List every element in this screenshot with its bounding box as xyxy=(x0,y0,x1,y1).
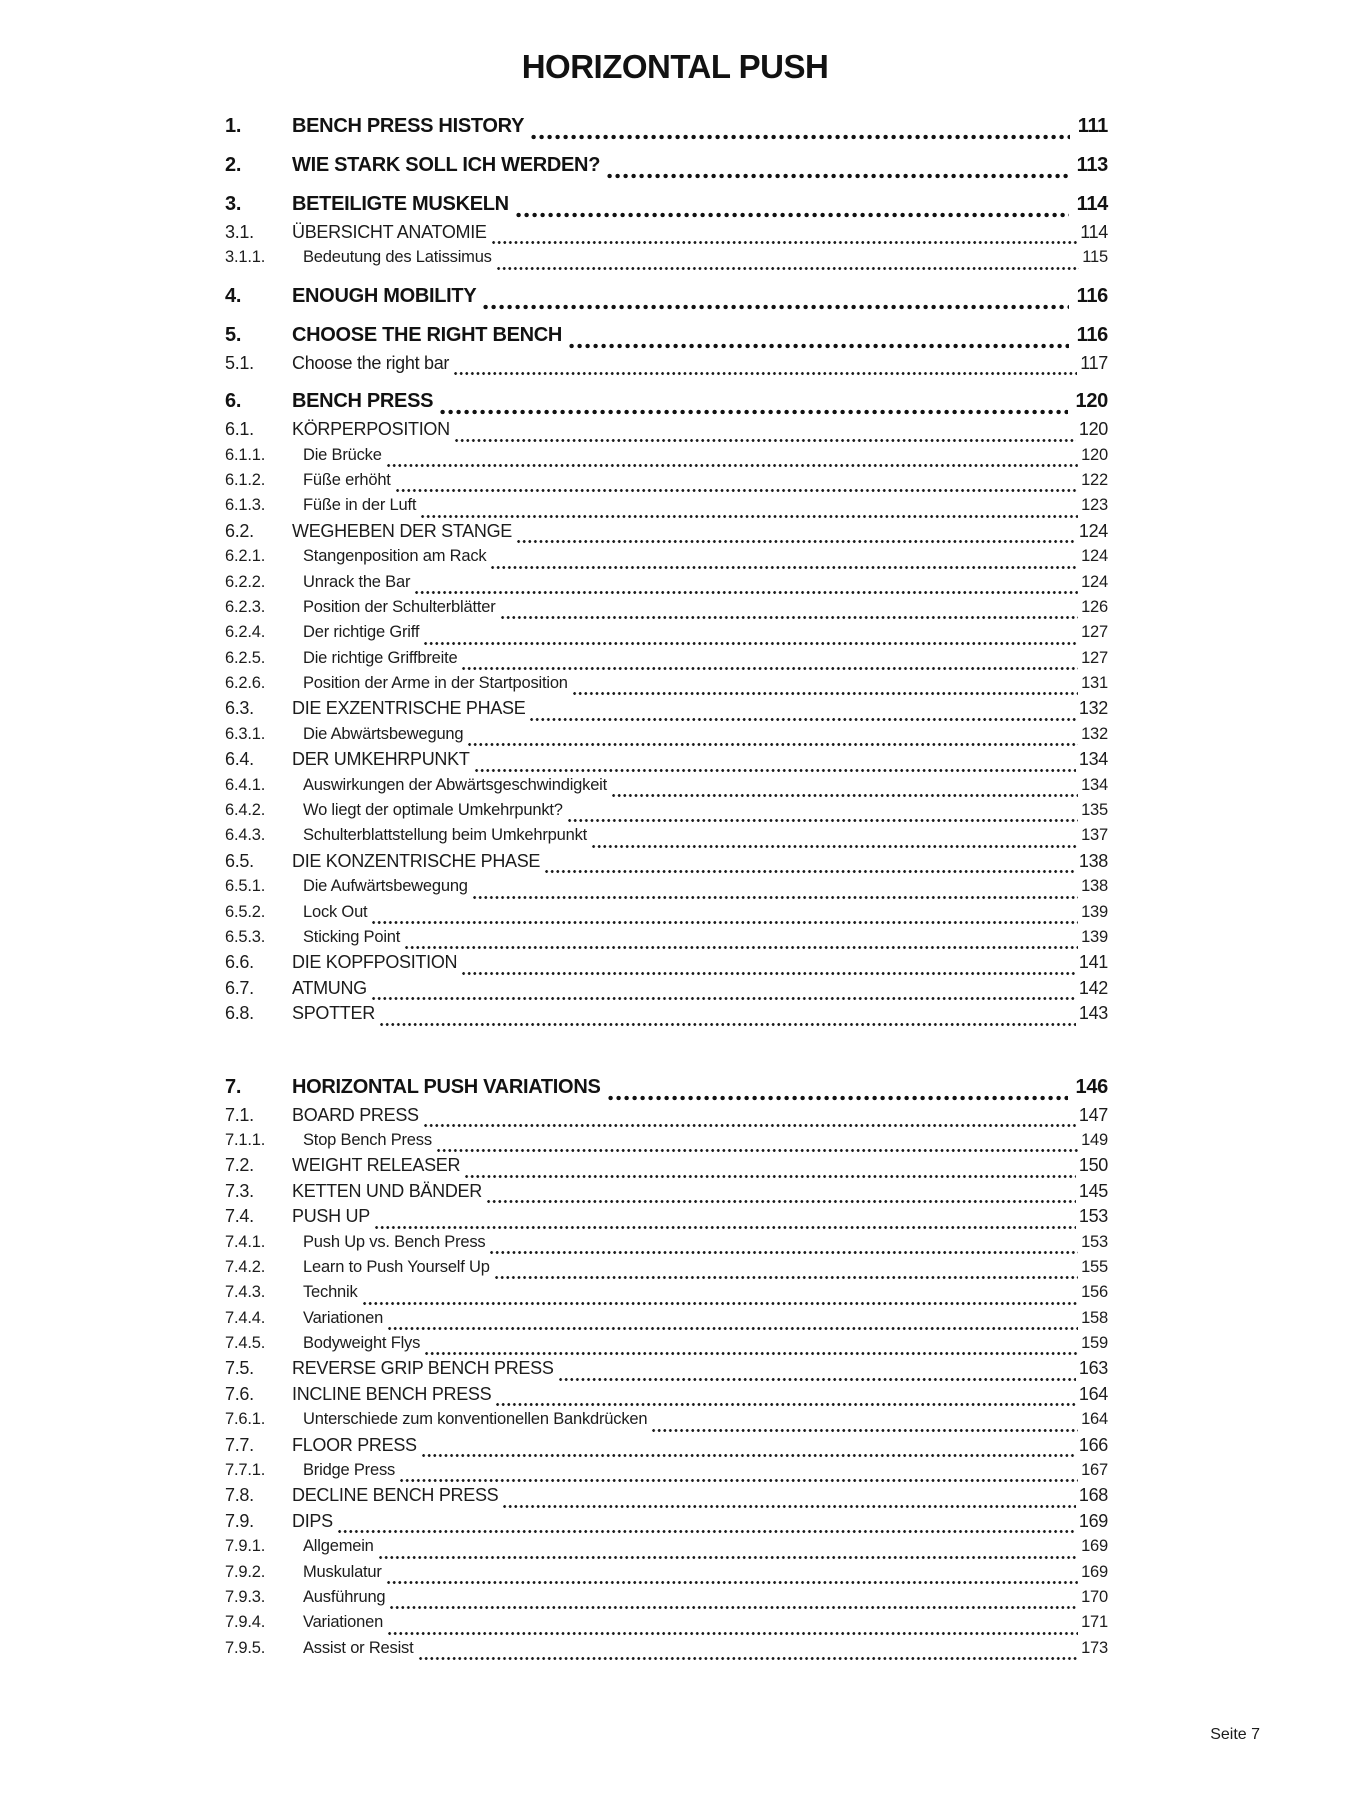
toc-entry-page: 114 xyxy=(1076,193,1108,215)
dot-leader xyxy=(422,1453,1076,1458)
toc-entry-page: 134 xyxy=(1078,749,1108,770)
toc-entry-number: 7.4.3. xyxy=(225,1283,266,1302)
toc-entry-label: Füße in der Luft xyxy=(303,496,417,515)
toc-entry-label: Die richtige Griffbreite xyxy=(303,648,458,667)
toc-entry xyxy=(225,1128,1108,1153)
dot-leader xyxy=(501,615,1079,620)
toc-entry-number: 6.7. xyxy=(225,977,254,998)
toc-entry-page: 116 xyxy=(1076,323,1108,346)
toc-entry-label: CHOOSE THE RIGHT BENCH xyxy=(292,323,563,346)
toc-entry-number: 7.9.1. xyxy=(225,1537,266,1556)
toc-entry xyxy=(225,1509,1108,1534)
toc-entry-label: WIE STARK SOLL ICH WERDEN? xyxy=(292,154,601,176)
toc-entry-label: Variationen xyxy=(303,1613,384,1632)
toc-entry-number: 7.9. xyxy=(225,1510,254,1531)
toc-entry xyxy=(225,1255,1108,1280)
toc-entry-number: 6.6. xyxy=(225,952,254,973)
dot-leader xyxy=(387,463,1078,468)
dot-leader xyxy=(612,793,1078,798)
toc-entry-label: HORIZONTAL PUSH VARIATIONS xyxy=(292,1075,601,1098)
toc-entry-number: 7.6. xyxy=(225,1383,254,1404)
toc-entry-page: 164 xyxy=(1078,1383,1108,1404)
toc-entry-page: 164 xyxy=(1081,1410,1108,1429)
toc-entry-number: 6.2.2. xyxy=(225,572,266,591)
dot-leader xyxy=(388,1631,1078,1636)
dot-leader xyxy=(387,1580,1078,1585)
dot-leader xyxy=(608,1095,1068,1101)
toc-entry-page: 117 xyxy=(1080,352,1108,373)
toc-entry-number: 6.4.2. xyxy=(225,801,266,820)
toc-entry-page: 120 xyxy=(1078,419,1108,440)
toc-entry xyxy=(225,925,1108,950)
toc-entry-page: 169 xyxy=(1081,1537,1108,1556)
toc-entry-number: 7.4.2. xyxy=(225,1257,266,1276)
toc-entry xyxy=(225,1074,1108,1101)
toc-entry-label: Variationen xyxy=(303,1308,384,1327)
toc-entry xyxy=(225,417,1108,442)
dot-leader xyxy=(400,1478,1078,1483)
toc-entry-page: 122 xyxy=(1081,470,1108,489)
toc-entry-page: 153 xyxy=(1081,1232,1108,1251)
toc-entry-number: 7.2. xyxy=(225,1155,254,1176)
toc-entry-page: 169 xyxy=(1078,1510,1108,1531)
toc-entry-label: Ausführung xyxy=(303,1587,386,1606)
toc-entry xyxy=(225,874,1108,899)
toc-entry-label: BOARD PRESS xyxy=(292,1104,419,1125)
toc-entry-page: 132 xyxy=(1081,724,1108,743)
toc-entry-label: Unrack the Bar xyxy=(303,572,411,591)
toc-entry xyxy=(225,950,1108,975)
toc-entry xyxy=(225,1103,1108,1128)
dot-leader xyxy=(573,691,1078,696)
toc-entry-label: DIE KONZENTRISCHE PHASE xyxy=(292,850,541,871)
toc-entry-label: SPOTTER xyxy=(292,1003,375,1024)
dot-leader xyxy=(497,266,1080,271)
toc-entry xyxy=(225,646,1108,671)
toc-entry-number: 7.9.2. xyxy=(225,1562,266,1581)
toc-entry-label: ATMUNG xyxy=(292,977,367,998)
dot-leader xyxy=(530,717,1075,722)
toc-entry-page: 138 xyxy=(1081,877,1108,896)
toc-entry-number: 6.2.6. xyxy=(225,674,266,693)
dot-leader xyxy=(440,409,1067,415)
dot-leader xyxy=(487,1199,1076,1204)
dot-leader xyxy=(607,173,1069,179)
toc-entry xyxy=(225,1483,1108,1508)
dot-leader xyxy=(454,371,1077,376)
toc-entry-page: 138 xyxy=(1078,850,1108,871)
toc-entry-label: Position der Schulterblätter xyxy=(303,597,496,616)
toc-entry-page: 168 xyxy=(1078,1485,1108,1506)
toc-entry-page: 134 xyxy=(1081,775,1108,794)
toc-entry-label: Assist or Resist xyxy=(303,1638,414,1657)
toc-entry-page: 127 xyxy=(1081,623,1108,642)
dot-leader xyxy=(468,742,1078,747)
dot-leader xyxy=(531,134,1070,140)
toc-entry-page: 167 xyxy=(1081,1461,1108,1480)
toc-entry-label: Die Abwärtsbewegung xyxy=(303,724,464,743)
toc-entry-label: BENCH PRESS xyxy=(292,390,434,413)
toc-entry-label: FLOOR PRESS xyxy=(292,1434,417,1455)
toc-entry xyxy=(225,570,1108,595)
toc-entry-label: ÜBERSICHT ANATOMIE xyxy=(292,222,487,242)
dot-leader xyxy=(483,304,1068,310)
toc-entry-label: Muskulatur xyxy=(303,1562,382,1581)
toc-entry xyxy=(225,388,1108,415)
toc-entry-page: 173 xyxy=(1081,1638,1108,1657)
toc-entry xyxy=(225,1331,1108,1356)
toc-entry-page: 147 xyxy=(1078,1104,1108,1125)
dot-leader xyxy=(503,1504,1076,1509)
toc-entry-page: 171 xyxy=(1081,1613,1108,1632)
dot-leader xyxy=(372,920,1078,925)
toc-entry xyxy=(225,245,1108,270)
toc-entry-number: 7.4.1. xyxy=(225,1232,266,1251)
toc-entry xyxy=(225,1382,1108,1407)
toc-entry-page: 155 xyxy=(1081,1257,1108,1276)
toc-entry xyxy=(225,620,1108,645)
toc-entry xyxy=(225,976,1108,1001)
dot-leader xyxy=(380,1022,1076,1027)
toc-entry-page: 124 xyxy=(1078,520,1108,541)
toc-entry-page: 131 xyxy=(1081,674,1108,693)
toc-entry-page: 145 xyxy=(1078,1180,1108,1201)
toc-entry-page: 143 xyxy=(1078,1003,1108,1024)
toc-entry-number: 7.5. xyxy=(225,1358,254,1379)
toc-entry-label: Unterschiede zum konventionellen Bankdrücken xyxy=(303,1410,648,1429)
toc-entry-number: 7.4.4. xyxy=(225,1308,266,1327)
toc-entry-number: 7.1.1. xyxy=(225,1130,266,1149)
toc-entry-number: 7.4. xyxy=(225,1206,254,1227)
dot-leader xyxy=(379,1555,1078,1560)
toc-entry-label: BENCH PRESS HISTORY xyxy=(292,115,525,137)
toc-entry-label: DIE KOPFPOSITION xyxy=(292,952,458,973)
toc-entry-label: DECLINE BENCH PRESS xyxy=(292,1485,499,1506)
dot-leader xyxy=(363,1301,1079,1306)
toc-entry-number: 6.2.1. xyxy=(225,547,266,566)
toc-entry-label: REVERSE GRIP BENCH PRESS xyxy=(292,1358,554,1379)
toc-entry xyxy=(225,220,1108,245)
toc-entry-label: DER UMKEHRPUNKT xyxy=(292,749,470,770)
toc-entry-number: 6.1.1. xyxy=(225,445,266,464)
dot-leader xyxy=(390,1605,1078,1610)
toc-entry-number: 7. xyxy=(225,1075,242,1098)
toc-entry-page: 163 xyxy=(1078,1358,1108,1379)
toc-entry-number: 4. xyxy=(225,284,242,307)
toc-entry-number: 6.2.3. xyxy=(225,597,266,616)
toc-entry xyxy=(225,1204,1108,1229)
toc-entry-number: 7.1. xyxy=(225,1104,254,1125)
toc-entry xyxy=(225,1280,1108,1305)
toc-entry-number: 7.8. xyxy=(225,1485,254,1506)
toc-entry-label: Learn to Push Yourself Up xyxy=(303,1257,490,1276)
dot-leader xyxy=(462,971,1076,976)
toc-entry-page: 156 xyxy=(1081,1283,1108,1302)
toc-entry-label: BETEILIGTE MUSKELN xyxy=(292,193,509,215)
toc-entry-number: 7.3. xyxy=(225,1180,254,1201)
toc-entry-label: Die Brücke xyxy=(303,445,382,464)
dot-leader xyxy=(465,1174,1076,1179)
toc-entry-number: 6.5.2. xyxy=(225,902,266,921)
toc-entry-page: 149 xyxy=(1081,1130,1108,1149)
toc-entry xyxy=(225,322,1108,349)
toc-entry-page: 111 xyxy=(1077,115,1108,137)
toc-entry-page: 116 xyxy=(1076,284,1108,307)
toc-entry-number: 3. xyxy=(225,193,242,215)
toc-entry-page: 120 xyxy=(1081,445,1108,464)
toc-entry xyxy=(225,1610,1108,1635)
toc-entry-label: Stangenposition am Rack xyxy=(303,547,487,566)
toc-entry-number: 2. xyxy=(225,154,242,176)
toc-entry-label: Die Aufwärtsbewegung xyxy=(303,877,468,896)
toc-entry-number: 5. xyxy=(225,323,242,346)
toc-entry-number: 6. xyxy=(225,390,242,413)
dot-leader xyxy=(473,895,1078,900)
toc-entry-number: 7.6.1. xyxy=(225,1410,266,1429)
toc-entry xyxy=(225,696,1108,721)
toc-entry-label: Der richtige Griff xyxy=(303,623,420,642)
toc-entry-number: 6.3.1. xyxy=(225,724,266,743)
dot-leader xyxy=(569,343,1069,349)
toc-entry-page: 114 xyxy=(1080,222,1108,242)
toc-entry-number: 6.5.3. xyxy=(225,927,266,946)
dot-leader xyxy=(437,1148,1078,1153)
toc-entry-number: 6.4.1. xyxy=(225,775,266,794)
toc-entry xyxy=(225,773,1108,798)
toc-entry-label: Auswirkungen der Abwärtsgeschwindigkeit xyxy=(303,775,608,794)
toc-entry-number: 6.1.2. xyxy=(225,470,266,489)
toc-entry-label: Allgemein xyxy=(303,1537,374,1556)
toc-entry-number: 6.1. xyxy=(225,419,254,440)
toc-entry-page: 159 xyxy=(1081,1334,1108,1353)
toc-entry xyxy=(225,722,1108,747)
dot-leader xyxy=(421,514,1078,519)
toc-entry-label: Choose the right bar xyxy=(292,352,450,373)
toc-entry-label: WEGHEBEN DER STANGE xyxy=(292,520,512,541)
dot-leader xyxy=(338,1529,1076,1534)
toc-entry-page: 135 xyxy=(1081,801,1108,820)
dot-leader xyxy=(405,945,1078,950)
toc-entry xyxy=(225,1458,1108,1483)
dot-leader xyxy=(491,565,1078,570)
toc-entry-number: 6.1.3. xyxy=(225,496,266,515)
toc-entry-page: 158 xyxy=(1081,1308,1108,1327)
toc-entry-label: Wo liegt der optimale Umkehrpunkt? xyxy=(303,801,563,820)
toc-entry-label: Technik xyxy=(303,1283,358,1302)
toc-entry-page: 113 xyxy=(1076,154,1108,176)
toc-entry-number: 6.2.4. xyxy=(225,623,266,642)
dot-leader xyxy=(545,869,1076,874)
toc-entry-page: 142 xyxy=(1078,977,1108,998)
toc-entry-page: 139 xyxy=(1081,902,1108,921)
toc-entry-page: 170 xyxy=(1081,1587,1108,1606)
dot-leader xyxy=(652,1428,1078,1433)
toc xyxy=(225,113,1108,1661)
toc-entry-number: 7.9.4. xyxy=(225,1613,266,1632)
toc-entry-label: Bedeutung des Latissimus xyxy=(303,248,492,267)
toc-entry-label: Position der Arme in der Startposition xyxy=(303,674,568,693)
toc-entry xyxy=(225,1560,1108,1585)
toc-entry xyxy=(225,823,1108,848)
toc-entry-label: WEIGHT RELEASER xyxy=(292,1155,461,1176)
dot-leader xyxy=(388,1326,1078,1331)
toc-entry-number: 7.9.3. xyxy=(225,1587,266,1606)
dot-leader xyxy=(424,641,1078,646)
toc-entry-number: 7.9.5. xyxy=(225,1638,266,1657)
toc-entry xyxy=(225,191,1108,218)
toc-entry xyxy=(225,519,1108,544)
toc-entry-label: Sticking Point xyxy=(303,927,401,946)
toc-entry-number: 6.3. xyxy=(225,698,254,719)
toc-entry-number: 7.4.5. xyxy=(225,1334,266,1353)
toc-entry-page: 115 xyxy=(1082,248,1108,267)
toc-entry-label: ENOUGH MOBILITY xyxy=(292,284,477,307)
toc-entry-label: DIPS xyxy=(292,1510,333,1531)
toc-entry-page: 123 xyxy=(1081,496,1108,515)
toc-entry xyxy=(225,544,1108,569)
toc-entry-page: 120 xyxy=(1075,390,1108,413)
toc-entry xyxy=(225,1534,1108,1559)
toc-entry-page: 124 xyxy=(1081,547,1108,566)
toc-entry xyxy=(225,798,1108,823)
dot-leader xyxy=(492,240,1078,245)
toc-entry-page: 126 xyxy=(1081,597,1108,616)
toc-entry-page: 166 xyxy=(1078,1434,1108,1455)
dot-leader xyxy=(516,212,1069,218)
toc-entry-label: KÖRPERPOSITION xyxy=(292,419,450,440)
toc-entry-number: 5.1. xyxy=(225,352,254,373)
toc-entry-page: 132 xyxy=(1078,698,1108,719)
dot-leader xyxy=(495,1275,1078,1280)
toc-entry-label: Schulterblattstellung beim Umkehrpunkt xyxy=(303,826,588,845)
toc-entry-label: Lock Out xyxy=(303,902,368,921)
toc-entry xyxy=(225,595,1108,620)
toc-entry-number: 3.1. xyxy=(225,222,254,242)
dot-leader xyxy=(424,1123,1076,1128)
toc-entry xyxy=(225,1306,1108,1331)
toc-entry-number: 6.5.1. xyxy=(225,877,266,896)
toc-entry-page: 169 xyxy=(1081,1562,1108,1581)
toc-entry-label: Stop Bench Press xyxy=(303,1130,432,1149)
toc-entry-page: 153 xyxy=(1078,1206,1108,1227)
dot-leader xyxy=(415,590,1078,595)
toc-entry-number: 3.1.1. xyxy=(225,248,266,267)
dot-leader xyxy=(592,844,1078,849)
toc-entry xyxy=(225,1230,1108,1255)
toc-entry xyxy=(225,468,1108,493)
toc-entry xyxy=(225,152,1108,179)
toc-entry-number: 1. xyxy=(225,115,242,137)
toc-entry xyxy=(225,443,1108,468)
toc-entry xyxy=(225,1407,1108,1432)
dot-leader xyxy=(568,818,1078,823)
toc-entry-label: INCLINE BENCH PRESS xyxy=(292,1383,492,1404)
toc-entry-number: 6.4. xyxy=(225,749,254,770)
toc-entry-label: Füße erhöht xyxy=(303,470,391,489)
toc-entry-page: 127 xyxy=(1081,648,1108,667)
toc-entry-label: DIE EXZENTRISCHE PHASE xyxy=(292,698,526,719)
toc-entry-label: PUSH UP xyxy=(292,1206,370,1227)
dot-leader xyxy=(419,1656,1079,1661)
toc-entry xyxy=(225,900,1108,925)
toc-entry xyxy=(225,747,1108,772)
dot-leader xyxy=(396,488,1078,493)
toc-entry xyxy=(225,1433,1108,1458)
dot-leader xyxy=(455,438,1076,443)
toc-entry xyxy=(225,493,1108,518)
toc-entry xyxy=(225,849,1108,874)
toc-entry xyxy=(225,283,1108,310)
toc-entry-number: 7.7. xyxy=(225,1434,254,1455)
dot-leader xyxy=(517,539,1076,544)
dot-leader xyxy=(490,1250,1078,1255)
toc-entry xyxy=(225,671,1108,696)
toc-entry-label: Bodyweight Flys xyxy=(303,1334,421,1353)
dot-leader xyxy=(372,996,1076,1001)
toc-entry-page: 150 xyxy=(1078,1155,1108,1176)
toc-entry-page: 139 xyxy=(1081,927,1108,946)
toc-entry xyxy=(225,1153,1108,1178)
toc-entry xyxy=(225,1636,1108,1661)
toc-entry-number: 6.2.5. xyxy=(225,648,266,667)
page-footer: Seite 7 xyxy=(1210,1726,1260,1743)
toc-entry-page: 146 xyxy=(1075,1075,1108,1098)
toc-entry-page: 124 xyxy=(1081,572,1108,591)
toc-entry-label: Push Up vs. Bench Press xyxy=(303,1232,486,1251)
toc-entry-number: 7.7.1. xyxy=(225,1461,266,1480)
toc-entry xyxy=(225,1001,1108,1026)
toc-entry-number: 6.8. xyxy=(225,1003,254,1024)
toc-entry-label: Bridge Press xyxy=(303,1461,396,1480)
toc-entry xyxy=(225,1585,1108,1610)
toc-entry-number: 6.4.3. xyxy=(225,826,266,845)
toc-entry xyxy=(225,351,1108,376)
toc-entry-number: 6.5. xyxy=(225,850,254,871)
toc-entry xyxy=(225,1356,1108,1381)
toc-entry-page: 137 xyxy=(1081,826,1108,845)
dot-leader xyxy=(559,1377,1076,1382)
toc-entry-page: 141 xyxy=(1078,952,1108,973)
toc-entry-label: KETTEN UND BÄNDER xyxy=(292,1180,482,1201)
page-title: HORIZONTAL PUSH xyxy=(521,48,829,85)
toc-entry xyxy=(225,1179,1108,1204)
toc-entry xyxy=(225,113,1108,140)
toc-entry-number: 6.2. xyxy=(225,520,254,541)
